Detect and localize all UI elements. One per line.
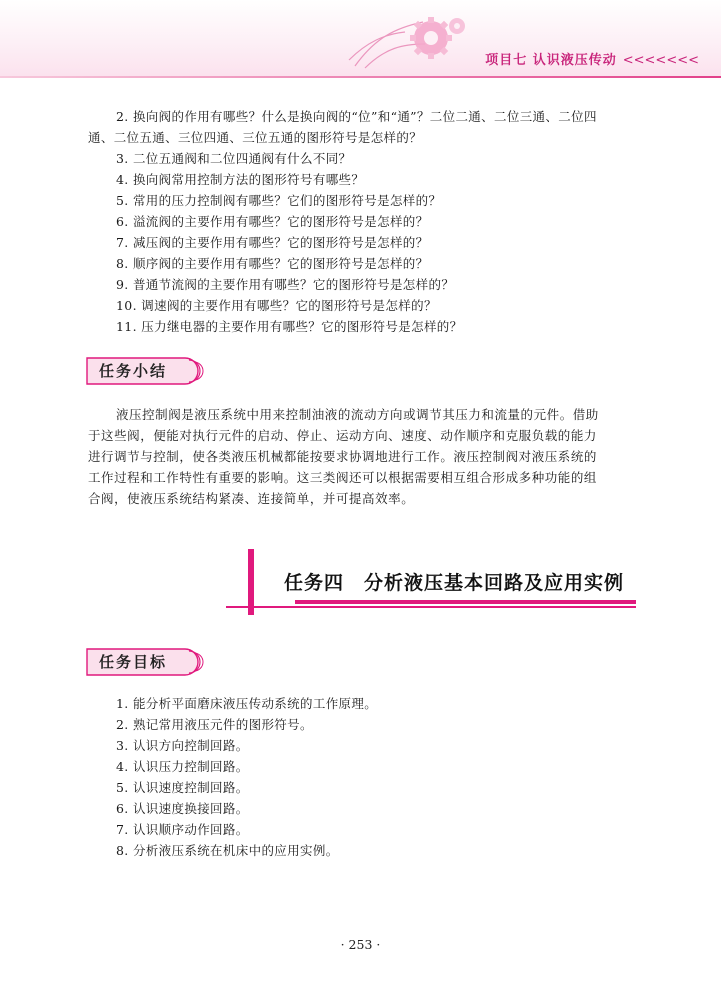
summary-paragraph: [88, 404, 648, 509]
task-title-text: 分析液压基本回路及应用实例: [364, 572, 625, 594]
question-line: 4. 换向阀常用控制方法的图形符号有哪些？: [116, 172, 365, 187]
chapter-title: [485, 49, 699, 68]
task-heading: [284, 568, 624, 595]
question-line: 8. 顺序阀的主要作用有哪些？它的图形符号是怎样的？: [116, 256, 429, 271]
question-line: 11. 压力继电器的主要作用有哪些？它的图形符号是怎样的？: [116, 319, 463, 334]
question-line: 6. 溢流阀的主要作用有哪些？它的图形符号是怎样的？: [116, 214, 429, 229]
summary-line: 液压控制阀是液压系统中用来控制油液的流动方向或调节其压力和流量的元件。借助: [116, 407, 599, 422]
question-line: 3. 二位五通阀和二位四通阀有什么不同？: [116, 151, 352, 166]
goal-item: 6. 认识速度换接回路。: [116, 801, 249, 816]
goal-item: 8. 分析液压系统在机床中的应用实例。: [116, 843, 339, 858]
goal-item: 1. 能分析平面磨床液压传动系统的工作原理。: [116, 696, 378, 711]
goals-list: [116, 693, 636, 861]
goal-item: 2. 熟记常用液压元件的图形符号。: [116, 717, 313, 732]
summary-line: 进行调节与控制，使各类液压机械都能按要求协调地进行工作。液压控制阀对液压系统的: [88, 449, 597, 464]
page-number: · 253 ·: [340, 937, 381, 952]
goal-item: 3. 认识方向控制回路。: [116, 738, 249, 753]
gear-decoration-icon: [345, 8, 475, 72]
header-rule: [0, 76, 721, 78]
question-line: 2. 换向阀的作用有哪些？什么是换向阀的“位”和“通”？二位二通、二位三通、二位四: [116, 109, 597, 124]
goals-tag: [85, 647, 205, 677]
task-heading-underline: [295, 600, 636, 604]
question-line: 9. 普通节流阀的主要作用有哪些？它的图形符号是怎样的？: [116, 277, 455, 292]
question-line: 10. 调速阀的主要作用有哪些？它的图形符号是怎样的？: [116, 298, 437, 313]
summary-line: 合阀，使液压系统结构紧凑、连接简单，并可提高效率。: [88, 491, 415, 506]
summary-tag-label: 任务小结: [99, 362, 168, 380]
task-heading-rule: [226, 606, 636, 608]
task-number: 任务四: [284, 572, 345, 594]
chapter-title-text: 项目七 认识液压传动: [485, 53, 617, 68]
summary-tag: [85, 356, 205, 386]
chevron-decoration: <<<<<<<: [622, 53, 699, 68]
goal-item: 5. 认识速度控制回路。: [116, 780, 249, 795]
question-line: 5. 常用的压力控制阀有哪些？它们的图形符号是怎样的？: [116, 193, 442, 208]
question-list: [88, 106, 648, 337]
question-line: 7. 减压阀的主要作用有哪些？它的图形符号是怎样的？: [116, 235, 429, 250]
summary-line: 工作过程和工作特性有重要的影响。这三类阀还可以根据需要相互组合形成多种功能的组: [88, 470, 597, 485]
summary-line: 于这些阀，便能对执行元件的启动、停止、运动方向、速度、动作顺序和克服负载的能力: [88, 428, 597, 443]
goal-item: 7. 认识顺序动作回路。: [116, 822, 249, 837]
goal-item: 4. 认识压力控制回路。: [116, 759, 249, 774]
question-line: 通、二位五通、三位四通、三位五通的图形符号是怎样的？: [88, 130, 423, 145]
goals-tag-label: 任务目标: [99, 653, 168, 671]
